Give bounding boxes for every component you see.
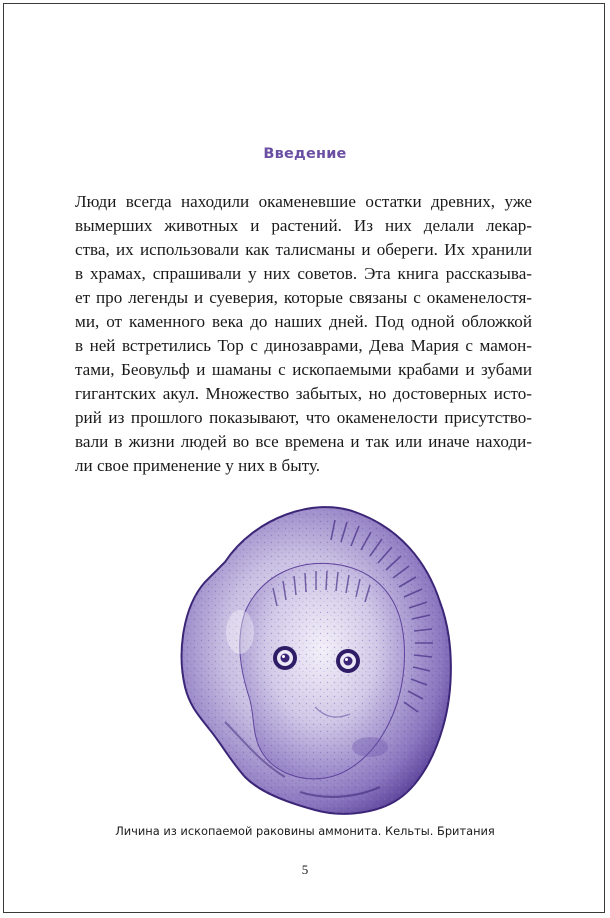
body-line: в ней встретились Тор с динозаврами, Дева Мария с мамон- xyxy=(75,336,532,355)
body-line: ет про легенды и суеверия, которые связаны с окаменелостя- xyxy=(75,288,532,307)
body-paragraph xyxy=(75,190,532,478)
page-number: 5 xyxy=(301,862,309,877)
figure-caption: Личина из ископаемой раковины аммонита. Кельты. Британия xyxy=(115,824,495,838)
body-line: рий из прошлого показывают, что окаменелости присутство- xyxy=(75,408,532,427)
chapter-heading: Введение xyxy=(263,146,347,162)
body-line: ми, от каменного века до наших дней. Под одной обложкой xyxy=(75,312,532,331)
body-line: тами, Беовульф и шаманы с ископаемыми крабами и зубами xyxy=(75,360,532,379)
body-line: ли свое применение у них в быту. xyxy=(75,456,321,475)
body-line: вали в жизни людей во все времена и так или иначе находи- xyxy=(75,432,532,451)
ammonite-face-illustration xyxy=(165,492,461,820)
body-line: ства, их использовали как талисманы и обереги. Их хранили xyxy=(75,240,532,259)
body-line: в храмах, спрашивали у них советов. Эта книга рассказыва- xyxy=(75,264,532,283)
body-line: гигантских акул. Множество забытых, но достоверных исто- xyxy=(75,384,532,403)
body-line: Люди всегда находили окаменевшие остатки древних, уже xyxy=(75,192,532,211)
body-line: вымерших животных и растений. Из них делали лекар- xyxy=(75,216,532,235)
